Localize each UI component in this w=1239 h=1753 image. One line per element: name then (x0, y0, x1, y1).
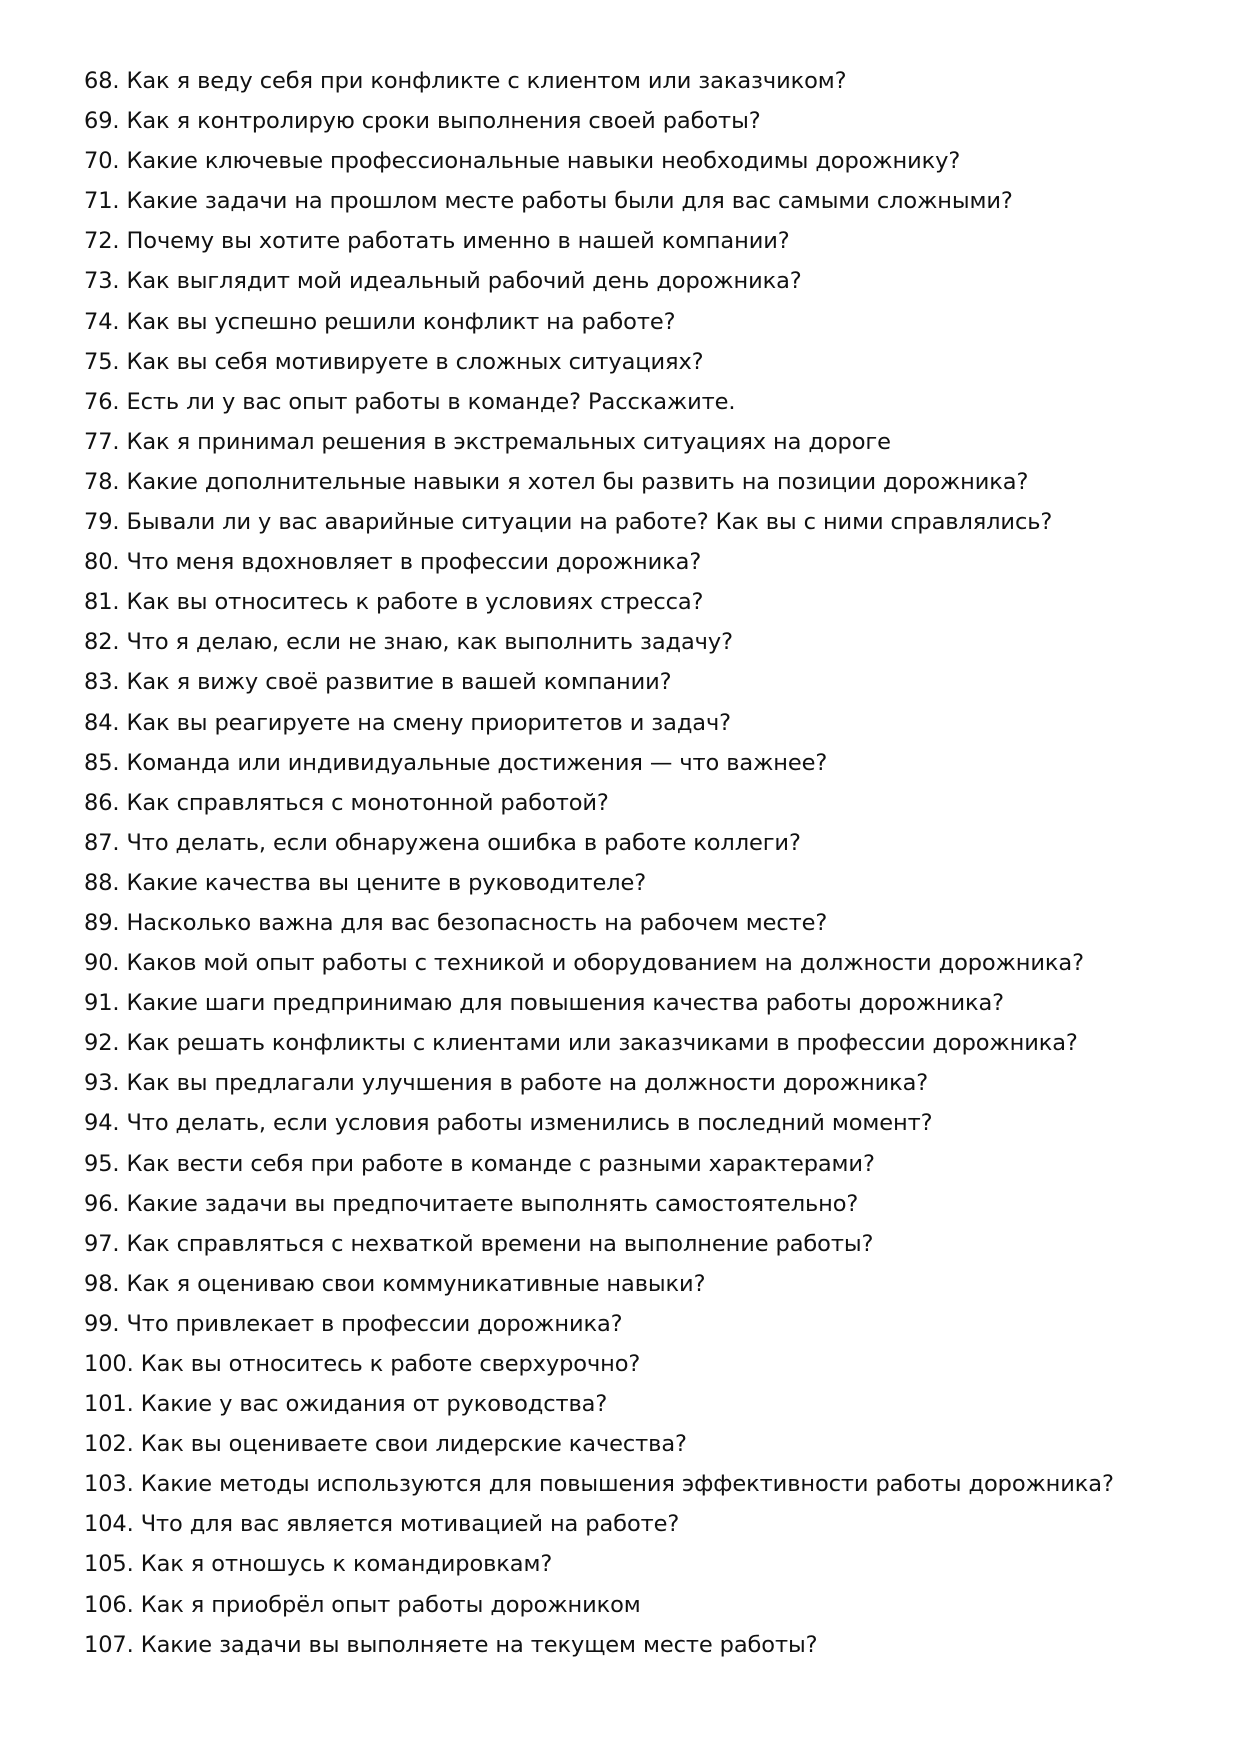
question-number: 68. (84, 68, 120, 94)
question-number: 70. (84, 148, 120, 175)
question-text: Какие качества вы цените в руководителе? (126, 869, 647, 896)
question-text: Каков мой опыт работы с техникой и оборудованием на должности дорожника? (126, 950, 1084, 977)
question-number: 69. (84, 108, 120, 135)
question-text: Как я отношусь к командировкам? (140, 1551, 553, 1578)
question-text: Что я делаю, если не знаю, как выполнить задачу? (126, 629, 733, 656)
question-item (84, 903, 1114, 943)
question-item (84, 823, 1114, 863)
question-number: 77. (84, 428, 120, 455)
question-list (84, 61, 1114, 1665)
question-item (84, 302, 1114, 342)
question-number: 74. (84, 308, 120, 335)
question-number: 86. (84, 789, 120, 816)
question-text: Бывали ли у вас аварийные ситуации на работе? Как вы с ними справлялись? (126, 509, 1053, 536)
question-item (84, 1625, 1114, 1665)
question-number: 85. (84, 749, 120, 776)
question-item (84, 1063, 1114, 1103)
question-number: 96. (84, 1190, 120, 1217)
question-number: 98. (84, 1270, 120, 1297)
question-item (84, 743, 1114, 783)
question-item (84, 943, 1114, 983)
question-text: Как справляться с нехваткой времени на выполнение работы? (126, 1230, 874, 1257)
question-text: Какие дополнительные навыки я хотел бы развить на позиции дорожника? (126, 468, 1029, 495)
question-number: 101. (84, 1391, 134, 1418)
question-item (84, 1264, 1114, 1304)
question-text: Почему вы хотите работать именно в нашей компании? (126, 228, 790, 255)
question-text: Что делать, если условия работы изменились в последний момент? (126, 1110, 933, 1137)
question-number: 102. (84, 1431, 134, 1458)
question-number: 84. (84, 709, 120, 736)
question-item (84, 1464, 1114, 1504)
question-number: 91. (84, 990, 120, 1017)
question-number: 80. (84, 549, 120, 576)
question-item (84, 1023, 1114, 1063)
question-item (84, 221, 1114, 261)
question-number: 88. (84, 869, 120, 896)
question-text: Как я вижу своё развитие в вашей компании? (126, 669, 672, 696)
question-number: 76. (84, 388, 120, 415)
question-text: Что для вас является мотивацией на работе? (140, 1511, 680, 1538)
question-number: 97. (84, 1230, 120, 1257)
question-number: 90. (84, 950, 120, 977)
question-number: 82. (84, 629, 120, 656)
question-text: Какие ключевые профессиональные навыки необходимы дорожнику? (126, 148, 961, 175)
question-item (84, 783, 1114, 823)
question-item (84, 1144, 1114, 1184)
question-item (84, 462, 1114, 502)
question-item (84, 342, 1114, 382)
question-item (84, 542, 1114, 582)
question-number: 100. (84, 1351, 134, 1377)
question-text: Как вы реагируете на смену приоритетов и задач? (126, 709, 732, 736)
question-item (84, 422, 1114, 462)
question-text: Как справляться с монотонной работой? (126, 789, 609, 816)
question-text: Как вы оцениваете свои лидерские качества? (140, 1431, 687, 1458)
question-number: 104. (84, 1511, 134, 1538)
question-number: 106. (84, 1591, 134, 1618)
question-text: Какие методы используются для повышения эффективности работы дорожника? (140, 1471, 1114, 1498)
question-text: Какие задачи вы предпочитаете выполнять самостоятельно? (126, 1190, 859, 1217)
question-number: 93. (84, 1070, 120, 1097)
question-item (84, 983, 1114, 1023)
question-number: 105. (84, 1551, 134, 1578)
question-text: Какие задачи на прошлом месте работы были для вас самыми сложными? (126, 188, 1013, 215)
question-item (84, 61, 1114, 101)
question-number: 75. (84, 348, 120, 375)
question-item (84, 1304, 1114, 1344)
question-item (84, 662, 1114, 702)
question-text: Как решать конфликты с клиентами или заказчиками в профессии дорожника? (126, 1030, 1078, 1057)
question-number: 72. (84, 228, 120, 255)
question-text: Как выглядит мой идеальный рабочий день дорожника? (126, 268, 802, 295)
question-text: Как я веду себя при конфликте с клиентом или заказчиком? (126, 68, 847, 94)
question-item (84, 1344, 1114, 1384)
question-text: Как я контролирую сроки выполнения своей работы? (126, 108, 761, 135)
question-item (84, 101, 1114, 141)
question-text: Какие задачи вы выполняете на текущем месте работы? (140, 1631, 818, 1658)
question-item (84, 1184, 1114, 1224)
question-item (84, 622, 1114, 662)
question-text: Какие у вас ожидания от руководства? (140, 1391, 608, 1418)
question-text: Что делать, если обнаружена ошибка в работе коллеги? (126, 829, 801, 856)
question-number: 99. (84, 1310, 120, 1337)
question-text: Что привлекает в профессии дорожника? (126, 1310, 623, 1337)
question-item (84, 141, 1114, 181)
question-text: Как вы успешно решили конфликт на работе? (126, 308, 676, 335)
question-item (84, 1224, 1114, 1264)
question-text: Как вести себя при работе в команде с разными характерами? (126, 1150, 875, 1177)
question-number: 107. (84, 1631, 134, 1658)
question-number: 103. (84, 1471, 134, 1498)
question-item (84, 502, 1114, 542)
question-number: 94. (84, 1110, 120, 1137)
question-item (84, 261, 1114, 301)
question-number: 95. (84, 1150, 120, 1177)
question-item (84, 1424, 1114, 1464)
question-item (84, 1103, 1114, 1143)
question-text: Как вы относитесь к работе сверхурочно? (140, 1351, 641, 1377)
question-number: 79. (84, 509, 120, 536)
question-text: Есть ли у вас опыт работы в команде? Расскажите. (126, 388, 736, 415)
question-text: Как я оцениваю свои коммуникативные навыки? (126, 1270, 706, 1297)
question-text: Как вы предлагали улучшения в работе на должности дорожника? (126, 1070, 929, 1097)
question-number: 73. (84, 268, 120, 295)
question-text: Как вы относитесь к работе в условиях стресса? (126, 589, 704, 616)
question-item (84, 863, 1114, 903)
question-text: Команда или индивидуальные достижения — что важнее? (126, 749, 828, 776)
question-text: Как я принимал решения в экстремальных ситуациях на дороге (126, 428, 891, 455)
question-number: 87. (84, 829, 120, 856)
question-item (84, 703, 1114, 743)
question-item (84, 1384, 1114, 1424)
question-number: 81. (84, 589, 120, 616)
question-number: 92. (84, 1030, 120, 1057)
question-item (84, 181, 1114, 221)
question-text: Что меня вдохновляет в профессии дорожника? (126, 549, 702, 576)
question-number: 89. (84, 909, 120, 936)
question-item (84, 1544, 1114, 1584)
question-number: 71. (84, 188, 120, 215)
question-item (84, 582, 1114, 622)
question-text: Какие шаги предпринимаю для повышения качества работы дорожника? (126, 990, 1005, 1017)
question-text: Как вы себя мотивируете в сложных ситуациях? (126, 348, 704, 375)
question-item (84, 1585, 1114, 1625)
question-number: 83. (84, 669, 120, 696)
question-text: Насколько важна для вас безопасность на рабочем месте? (126, 909, 828, 936)
question-text: Как я приобрёл опыт работы дорожником (140, 1591, 641, 1618)
question-item (84, 1504, 1114, 1544)
question-item (84, 382, 1114, 422)
question-number: 78. (84, 468, 120, 495)
